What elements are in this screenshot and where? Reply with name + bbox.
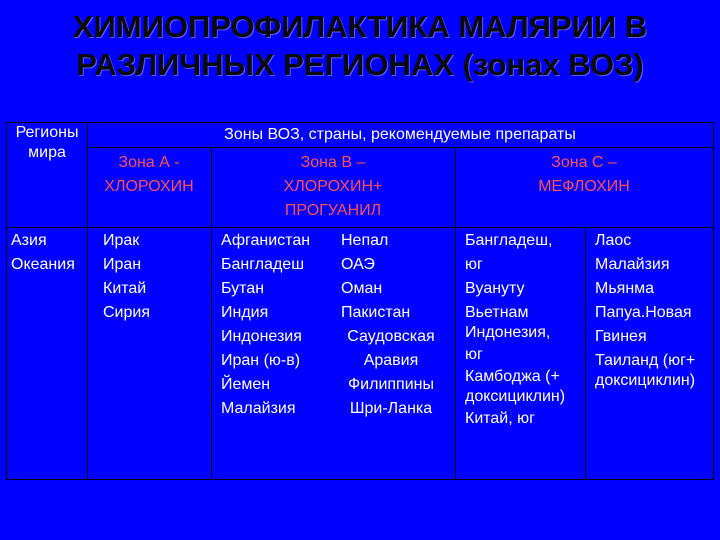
zone-c-countries-col1: Бангладеш, юг Вуануту Вьетнам Индонезия, юг Камбоджа (+ доксициклин) Китай, юг (465, 232, 566, 427)
region-cell: Азия Океания (11, 232, 75, 273)
zone-a-countries: Ирак Иран Китай Сирия (103, 232, 150, 321)
zone-b-countries-col1: Афганистан Бангладеш Бутан Индия Индонезия Иран (ю-в) Йемен Малайзия (221, 232, 311, 417)
zones-header: Зоны ВОЗ, страны, рекомендуемые препараты (224, 126, 576, 143)
page-title (0, 8, 720, 84)
zone-c-countries-col2: Лаос Малайзия Мьянма Папуа.Новая Гвинея Таиланд (юг+ доксициклин) (595, 232, 696, 389)
zone-b-countries-col2: Непал ОАЭ Оман Пакистан Саудовская Аравия Филиппины Шри-Ланка (341, 232, 435, 417)
title-line-2: РАЗЛИЧНЫХ РЕГИОНАХ (зонах ВОЗ) (76, 47, 644, 82)
title-line-1: ХИМИОПРОФИЛАКТИКА МАЛЯРИИ В (72, 9, 648, 44)
zone-c-header: Зона С – МЕФЛОХИН (538, 154, 630, 195)
col-divider-zone-c-inner (585, 227, 586, 479)
zone-b-header: Зона В – ХЛОРОХИН+ ПРОГУАНИЛ (283, 154, 383, 219)
row-divider-zones (87, 147, 713, 148)
prophylaxis-table (6, 122, 714, 480)
zone-a-header: Зона А - ХЛОРОХИН (104, 154, 194, 195)
regions-header: Регионы мира (15, 124, 79, 161)
row-divider-body (7, 227, 713, 228)
